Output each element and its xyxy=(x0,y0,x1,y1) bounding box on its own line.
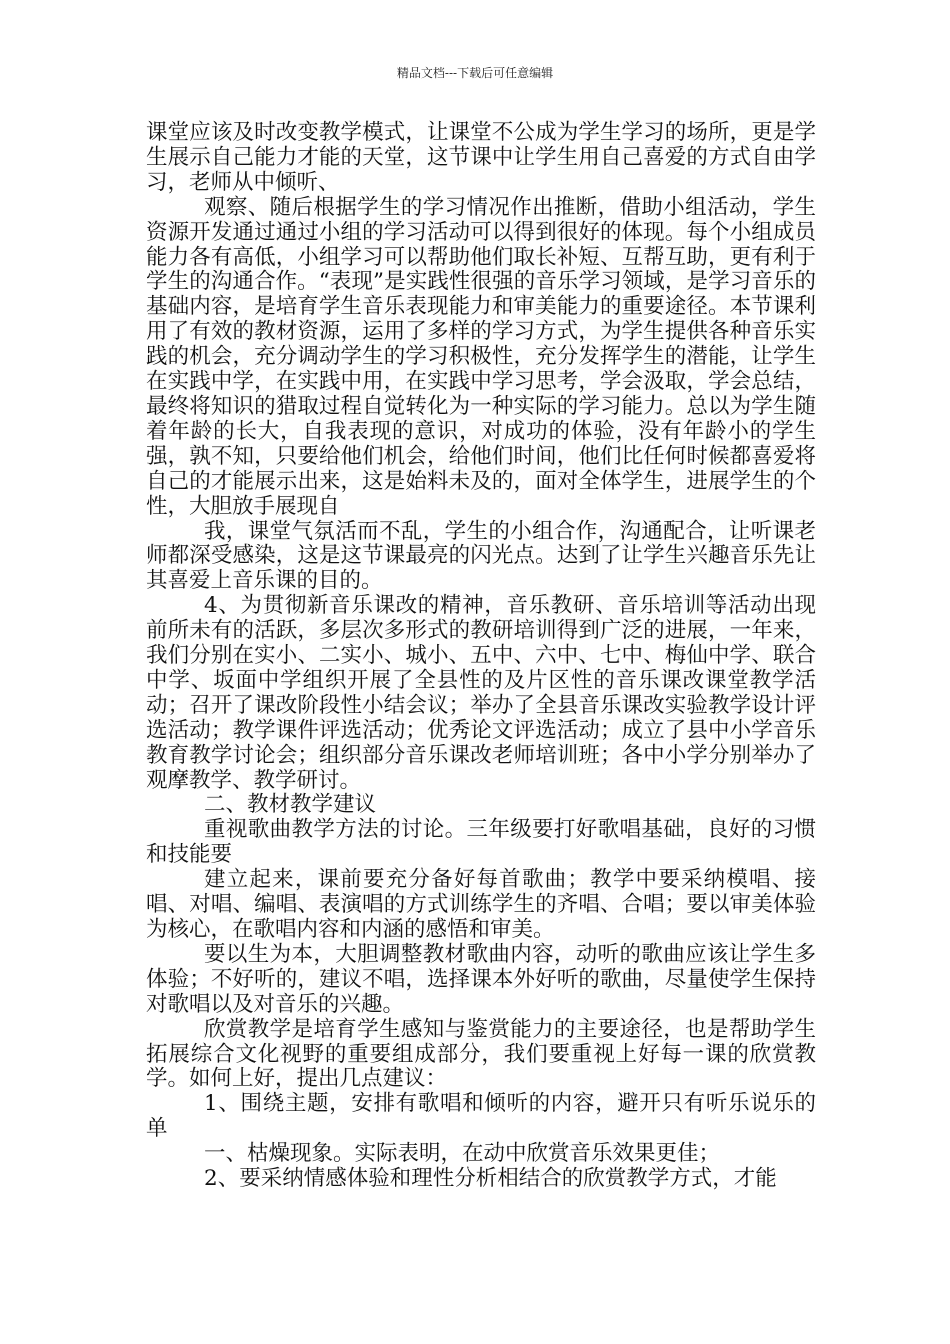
paragraph: 观察、随后根据学生的学习情况作出推断，借助小组活动，学生资源开发通过通过小组的学习活动可以得到很好的体现。每个小组成员能力各有高低，小组学习可以帮助他们取长补短、互帮互助，更有利于学生的沟通合作。“表现”是实践性很强的音乐学习领域，是学习音乐的基础内容，是培育学生音乐表现能力和审美能力的重要途径。本节课利用了有效的教材资源，运用了多样的学习方式，为学生提供各种音乐实践的机会，充分调动学生的学习积极性，充分发挥学生的潜能，让学生在实践中学，在实践中用，在实践中学习思考，学会汲取，学会总结，最终将知识的猎取过程自觉转化为一种实际的学习能力。总以为学生随着年龄的长大，自我表现的意识，对成功的体验，没有年龄小的学生强，孰不知，只要给他们机会，给他们时间，他们比任何时候都喜爱将自己的才能展示出来，这是始料未及的，面对全体学生，进展学生的个性，大胆放手展现自 xyxy=(146,194,816,519)
paragraph: 一、枯燥现象。实际表明，在动中欣赏音乐效果更佳； xyxy=(204,1141,721,1167)
list-item: 2、要采纳情感体验和理性分析相结合的欣赏教学方式，才能 xyxy=(204,1166,777,1192)
list-item: 1、围绕主题，安排有歌唱和倾听的内容，避开只有听乐说乐的单 xyxy=(146,1091,816,1142)
document-body xyxy=(146,121,816,1192)
page-header: 精品文档---下载后可任意编辑 xyxy=(396,66,554,80)
paragraph: 重视歌曲教学方法的讨论。三年级要打好歌唱基础，良好的习惯和技能要 xyxy=(146,817,816,868)
paragraph: 课堂应该及时改变教学模式，让课堂不公成为学生学习的场所，更是学生展示自己能力才能的天堂，这节课中让学生用自己喜爱的方式自由学习，老师从中倾听、 xyxy=(146,120,816,195)
paragraph: 4、为贯彻新音乐课改的精神，音乐教研、音乐培训等活动出现前所未有的活跃，多层次多形式的教研培训得到广泛的进展，一年来，我们分别在实小、二实小、城小、五中、六中、七中、梅仙中学、联合中学、坂面中学组织开展了全县性的及片区性的音乐课改课堂教学活动；召开了课改阶段性小结会议；举办了全县音乐课改实验教学设计评选活动；教学课件评选活动；优秀论文评选活动；成立了县中小学音乐教育教学讨论会；组织部分音乐课改老师培训班；各中小学分别举办了观摩教学、教学研讨。 xyxy=(146,593,816,793)
paragraph: 我，课堂气氛活而不乱，学生的小组合作，沟通配合，让听课老师都深受感染，这是这节课最亮的闪光点。达到了让学生兴趣音乐先让其喜爱上音乐课的目的。 xyxy=(146,518,816,594)
paragraph: 欣赏教学是培育学生感知与鉴赏能力的主要途径，也是帮助学生拓展综合文化视野的重要组成部分，我们要重视上好每一课的欣赏教学。如何上好，提出几点建议： xyxy=(146,1016,816,1092)
paragraph: 建立起来，课前要充分备好每首歌曲；教学中要采纳模唱、接唱、对唱、编唱、表演唱的方式训练学生的齐唱、合唱；要以审美体验为核心，在歌唱内容和内涵的感悟和审美。 xyxy=(146,867,816,942)
section-heading: 二、教材教学建议 xyxy=(204,792,377,818)
paragraph: 要以生为本，大胆调整教材歌曲内容，动听的歌曲应该让学生多体验；不好听的，建议不唱，选择课本外好听的歌曲，尽量使学生保持对歌唱以及对音乐的兴趣。 xyxy=(146,941,816,1017)
